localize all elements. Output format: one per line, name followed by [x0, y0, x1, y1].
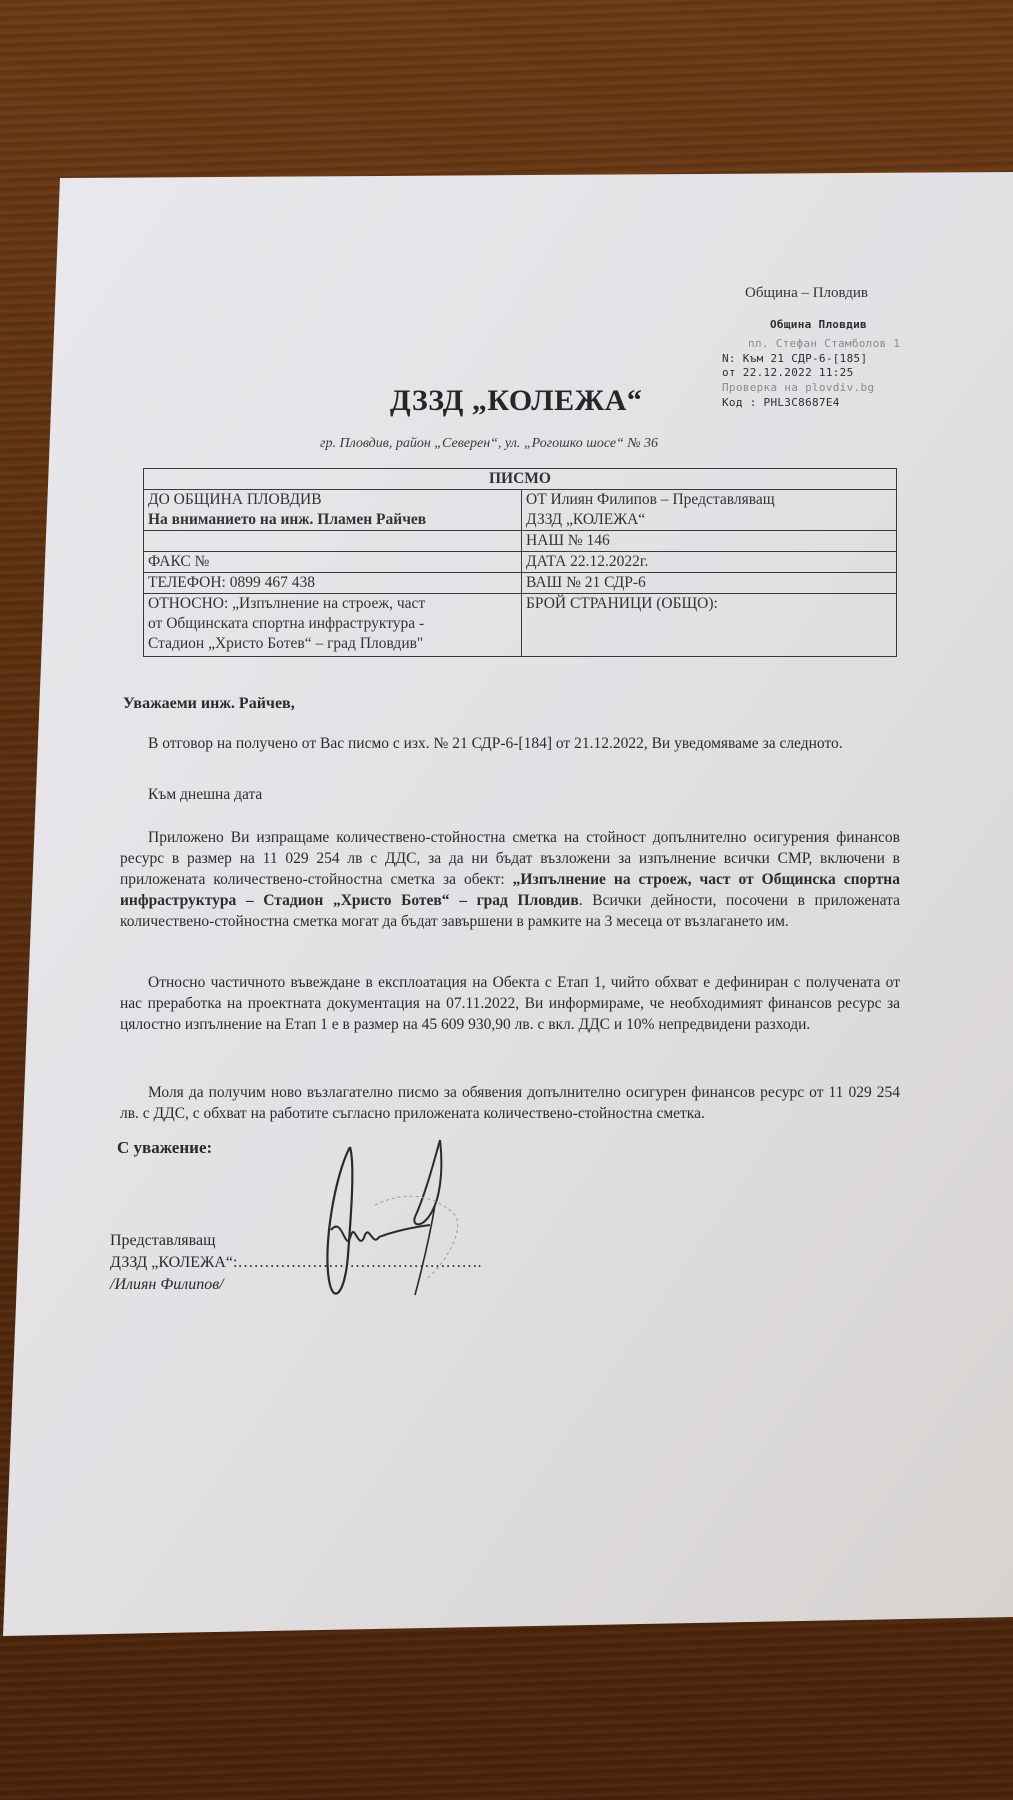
stamp-line: N: Към 21 СДР-6-[185] [722, 352, 868, 365]
subject-line: ОТНОСНО: „Изпълнение на строеж, част [148, 595, 426, 612]
subject-line: от Общинската спортна инфраструктура - [148, 615, 425, 632]
project-name: „Изпълнение на строеж, част от Общинска спортна инфраструктура – Стадион „Христо Ботев“ – град Пловдив [120, 871, 900, 909]
stamp-line: Код : PHL3C8687E4 [722, 396, 840, 409]
closing-regards: С уважение: [117, 1138, 213, 1157]
recipient: ДО ОБЩИНА ПЛОВДИВ [148, 491, 322, 508]
salutation: Уважаеми инж. Райчев, [123, 695, 295, 712]
stamp-line: Община Пловдив [770, 318, 867, 331]
phone-field: ТЕЛЕФОН: 0899 467 438 [144, 573, 522, 594]
paragraph-request: Моля да получим ново възлагателно писмо за обявения допълнително осигурен финансов ресурс от 11 029 254 лв. с ДДС, с обхват на работите съгласно приложената количествено-стойностна сметка. [120, 1084, 900, 1122]
company-address: гр. Пловдив, район „Северен“, ул. „Рогошко шосе“ № 36 [320, 436, 659, 451]
stamp-line: от 22.12.2022 11:25 [722, 366, 854, 379]
your-number: ВАШ № 21 СДР-6 [522, 573, 897, 594]
page-count-field: БРОЙ СТРАНИЦИ (ОБЩО): [522, 594, 897, 657]
our-number: НАШ № 146 [522, 531, 897, 552]
sender-cell [522, 490, 897, 531]
stamp-line: пл. Стефан Стамболов 1 [748, 337, 901, 350]
stamp-title: Община – Пловдив [745, 285, 868, 301]
recipient-cell [144, 490, 522, 531]
estimate-text: Приложено Ви изпращаме количествено-стойностна сметка на стойност допълнително осигурения финансов ресурс в размер на 11 029 254 лв с ДДС, за да ни бъдат възложени за изпълнение всички СМР, включени в приложената количествено-стойностна сметка за обект: [120, 829, 900, 888]
stamp-line: Проверка на plovdiv.bg [722, 381, 875, 394]
attention-line: На вниманието на инж. Пламен Райчев [148, 511, 427, 528]
estimate-text-end: . Всички дейности, посочени в приложената количествено-стойностна сметка могат да бъдат завършени в рамките на 3 месеца от възлагането им. [120, 892, 900, 930]
fax-field: ФАКС № [144, 552, 522, 573]
paragraph-reply: В отговор на получено от Вас писмо с изх. № 21 СДР-6-[184] от 21.12.2022, Ви уведомяваме за следното. [148, 735, 843, 752]
company-name: ДЗЗД „КОЛЕЖА“ [390, 384, 643, 417]
signatory-role: Представляващ [110, 1232, 216, 1249]
subject-cell [144, 594, 522, 657]
paragraph-estimate [120, 827, 900, 932]
table-title: ПИСМО [144, 469, 897, 490]
empty-cell [144, 531, 522, 552]
sender: ОТ Илиян Филипов – Представляващ [526, 491, 775, 508]
handwritten-signature [315, 1135, 490, 1310]
signatory-company: ДЗЗД „КОЛЕЖА“:………………………………………. [110, 1254, 482, 1271]
subject-line: Стадион „Христо Ботев“ – град Пловдив" [148, 635, 424, 652]
sender-company: ДЗЗД „КОЛЕЖА“ [526, 511, 646, 528]
paragraph-stage-1: Относно частичното въвеждане в експлоатация на Обекта с Етап 1, чийто обхват е дефиниран с получената от нас преработка на проектната документация на 07.11.2022, Ви информираме, че необходимият финансов ресурс за цялостно изпълнение на Етап 1 е в размер на 45 609 930,90 лв. с вкл. ДДС и 10% непредвидени разходи. [120, 974, 900, 1033]
signatory-name: /Илиян Филипов/ [110, 1276, 224, 1293]
letter-header-table [143, 468, 897, 657]
date-field: ДАТА 22.12.2022г. [522, 552, 897, 573]
paragraph-current-date: Към днешна дата [148, 786, 263, 803]
